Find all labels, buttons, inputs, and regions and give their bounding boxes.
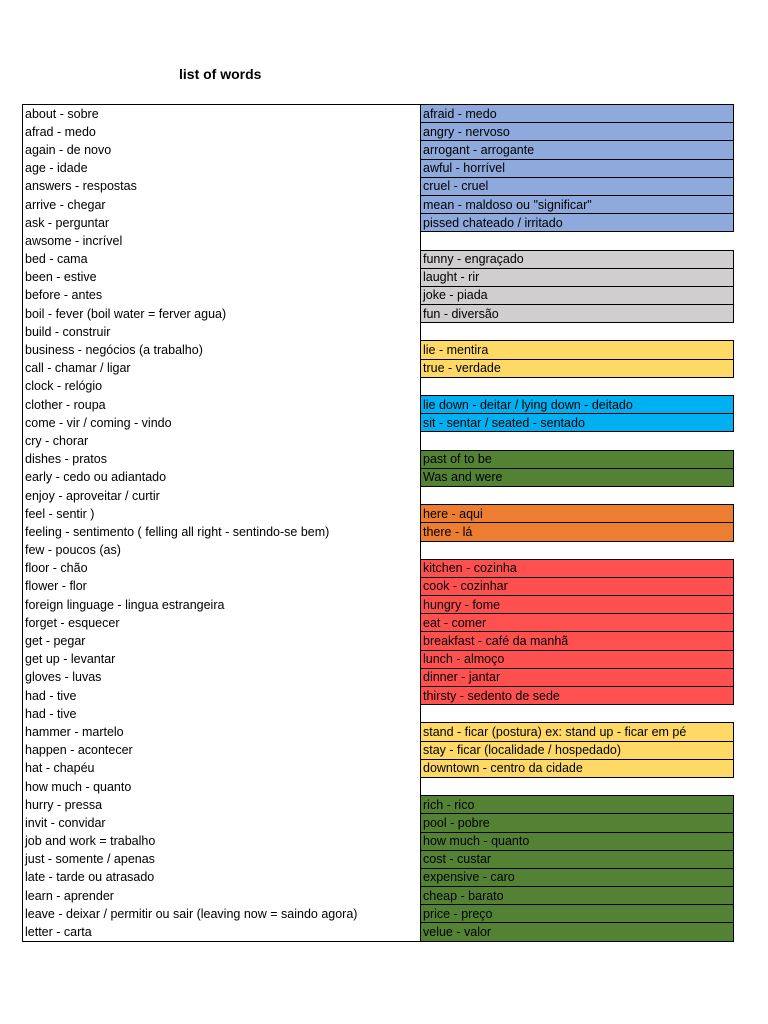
table-row (23, 541, 734, 559)
word-cell-right (421, 323, 734, 341)
word-cell-right: cheap - barato (421, 887, 734, 905)
word-cell-left: hat - chapéu (23, 759, 421, 777)
word-cell-right: expensive - caro (421, 868, 734, 886)
word-cell-left: ask - perguntar (23, 214, 421, 232)
table-row (23, 414, 734, 432)
word-list-table (22, 104, 734, 942)
word-cell-right: awful - horrível (421, 159, 734, 177)
table-row (23, 232, 734, 250)
word-cell-left: get up - levantar (23, 650, 421, 668)
table-row (23, 632, 734, 650)
word-cell-left: job and work = trabalho (23, 832, 421, 850)
word-cell-left: come - vir / coming - vindo (23, 414, 421, 432)
table-row (23, 868, 734, 886)
word-cell-left: about - sobre (23, 105, 421, 123)
table-row (23, 759, 734, 777)
word-cell-right: stand - ficar (postura) ex: stand up - ficar em pé (421, 723, 734, 741)
word-cell-right: lie down - deitar / lying down - deitado (421, 396, 734, 414)
word-cell-right (421, 541, 734, 559)
word-cell-right: lunch - almoço (421, 650, 734, 668)
table-row (23, 250, 734, 268)
word-cell-right: sit - sentar / seated - sentado (421, 414, 734, 432)
table-row (23, 741, 734, 759)
word-cell-left: call - chamar / ligar (23, 359, 421, 377)
word-cell-right: cook - cozinhar (421, 577, 734, 595)
word-cell-left: hammer - martelo (23, 723, 421, 741)
table-row (23, 359, 734, 377)
word-cell-right: lie - mentira (421, 341, 734, 359)
word-cell-left: gloves - luvas (23, 668, 421, 686)
word-cell-left: invit - convidar (23, 814, 421, 832)
word-cell-right: funny - engraçado (421, 250, 734, 268)
table-row (23, 559, 734, 577)
word-cell-right: true - verdade (421, 359, 734, 377)
table-row (23, 159, 734, 177)
word-cell-right: cost - custar (421, 850, 734, 868)
word-cell-right: joke - piada (421, 286, 734, 304)
word-cell-left: answers - respostas (23, 177, 421, 195)
word-cell-left: cry - chorar (23, 432, 421, 450)
table-row (23, 105, 734, 123)
word-cell-left: business - negócios (a trabalho) (23, 341, 421, 359)
word-cell-right: pool - pobre (421, 814, 734, 832)
word-cell-left: been - estive (23, 268, 421, 286)
word-cell-left: boil - fever (boil water = ferver agua) (23, 305, 421, 323)
word-cell-right: arrogant - arrogante (421, 141, 734, 159)
word-cell-right: there - lá (421, 523, 734, 541)
word-cell-right: cruel - cruel (421, 177, 734, 195)
table-row (23, 577, 734, 595)
word-list-body (23, 105, 734, 942)
word-cell-left: early - cedo ou adiantado (23, 468, 421, 486)
word-cell-left: happen - acontecer (23, 741, 421, 759)
table-row (23, 687, 734, 705)
word-cell-right: mean - maldoso ou "significar" (421, 195, 734, 213)
word-cell-left: forget - esquecer (23, 614, 421, 632)
table-row (23, 323, 734, 341)
word-cell-left: hurry - pressa (23, 796, 421, 814)
word-cell-left: again - de novo (23, 141, 421, 159)
table-row (23, 214, 734, 232)
table-row (23, 432, 734, 450)
word-cell-left: late - tarde ou atrasado (23, 868, 421, 886)
word-cell-right (421, 486, 734, 504)
word-cell-left: awsome - incrível (23, 232, 421, 250)
word-cell-left: letter - carta (23, 923, 421, 941)
table-row (23, 177, 734, 195)
word-cell-right: laught - rir (421, 268, 734, 286)
table-row (23, 614, 734, 632)
table-row (23, 905, 734, 923)
word-cell-right: here - aqui (421, 505, 734, 523)
word-cell-left: get - pegar (23, 632, 421, 650)
word-cell-left: feeling - sentimento ( felling all right - sentindo-se bem) (23, 523, 421, 541)
word-cell-right: angry - nervoso (421, 123, 734, 141)
table-row (23, 723, 734, 741)
word-cell-right (421, 705, 734, 723)
word-cell-right (421, 377, 734, 395)
word-cell-right: eat - comer (421, 614, 734, 632)
word-cell-right: breakfast - café da manhã (421, 632, 734, 650)
word-cell-right: kitchen - cozinha (421, 559, 734, 577)
word-cell-right (421, 232, 734, 250)
table-row (23, 705, 734, 723)
word-cell-right: downtown - centro da cidade (421, 759, 734, 777)
word-cell-left: clother - roupa (23, 396, 421, 414)
word-cell-right: velue - valor (421, 923, 734, 941)
table-row (23, 850, 734, 868)
word-cell-left: just - somente / apenas (23, 850, 421, 868)
word-cell-left: had - tive (23, 687, 421, 705)
table-row (23, 286, 734, 304)
table-row (23, 650, 734, 668)
table-row (23, 468, 734, 486)
table-row (23, 195, 734, 213)
word-cell-left: flower - flor (23, 577, 421, 595)
table-row (23, 796, 734, 814)
word-cell-right: price - preço (421, 905, 734, 923)
word-cell-right: stay - ficar (localidade / hospedado) (421, 741, 734, 759)
word-cell-left: how much - quanto (23, 777, 421, 795)
word-cell-left: bed - cama (23, 250, 421, 268)
word-cell-right: past of to be (421, 450, 734, 468)
word-cell-right: dinner - jantar (421, 668, 734, 686)
table-row (23, 486, 734, 504)
word-cell-right (421, 432, 734, 450)
table-row (23, 523, 734, 541)
table-row (23, 123, 734, 141)
word-cell-right: how much - quanto (421, 832, 734, 850)
table-row (23, 377, 734, 395)
word-cell-left: floor - chão (23, 559, 421, 577)
table-row (23, 777, 734, 795)
word-cell-left: dishes - pratos (23, 450, 421, 468)
table-row (23, 814, 734, 832)
table-row (23, 341, 734, 359)
word-cell-left: had - tive (23, 705, 421, 723)
word-cell-left: learn - aprender (23, 887, 421, 905)
word-cell-left: few - poucos (as) (23, 541, 421, 559)
table-row (23, 141, 734, 159)
table-row (23, 268, 734, 286)
table-row (23, 305, 734, 323)
word-cell-right: rich - rico (421, 796, 734, 814)
word-cell-right (421, 777, 734, 795)
word-cell-left: before - antes (23, 286, 421, 304)
table-row (23, 505, 734, 523)
table-row (23, 832, 734, 850)
table-row (23, 668, 734, 686)
word-cell-right: fun - diversão (421, 305, 734, 323)
table-row (23, 596, 734, 614)
word-cell-left: arrive - chegar (23, 195, 421, 213)
table-row (23, 450, 734, 468)
word-cell-left: clock - relógio (23, 377, 421, 395)
table-row (23, 887, 734, 905)
word-cell-left: foreign linguage - lingua estrangeira (23, 596, 421, 614)
word-cell-right: afraid - medo (421, 105, 734, 123)
word-cell-left: feel - sentir ) (23, 505, 421, 523)
word-cell-left: leave - deixar / permitir ou sair (leaving now = saindo agora) (23, 905, 421, 923)
table-row (23, 396, 734, 414)
word-cell-right: Was and were (421, 468, 734, 486)
word-cell-right: pissed chateado / irritado (421, 214, 734, 232)
word-cell-left: build - construir (23, 323, 421, 341)
word-cell-left: afrad - medo (23, 123, 421, 141)
page-title: list of words (179, 66, 262, 82)
word-cell-right: thirsty - sedento de sede (421, 687, 734, 705)
table-row (23, 923, 734, 941)
word-cell-left: age - idade (23, 159, 421, 177)
word-cell-right: hungry - fome (421, 596, 734, 614)
word-cell-left: enjoy - aproveitar / curtir (23, 486, 421, 504)
